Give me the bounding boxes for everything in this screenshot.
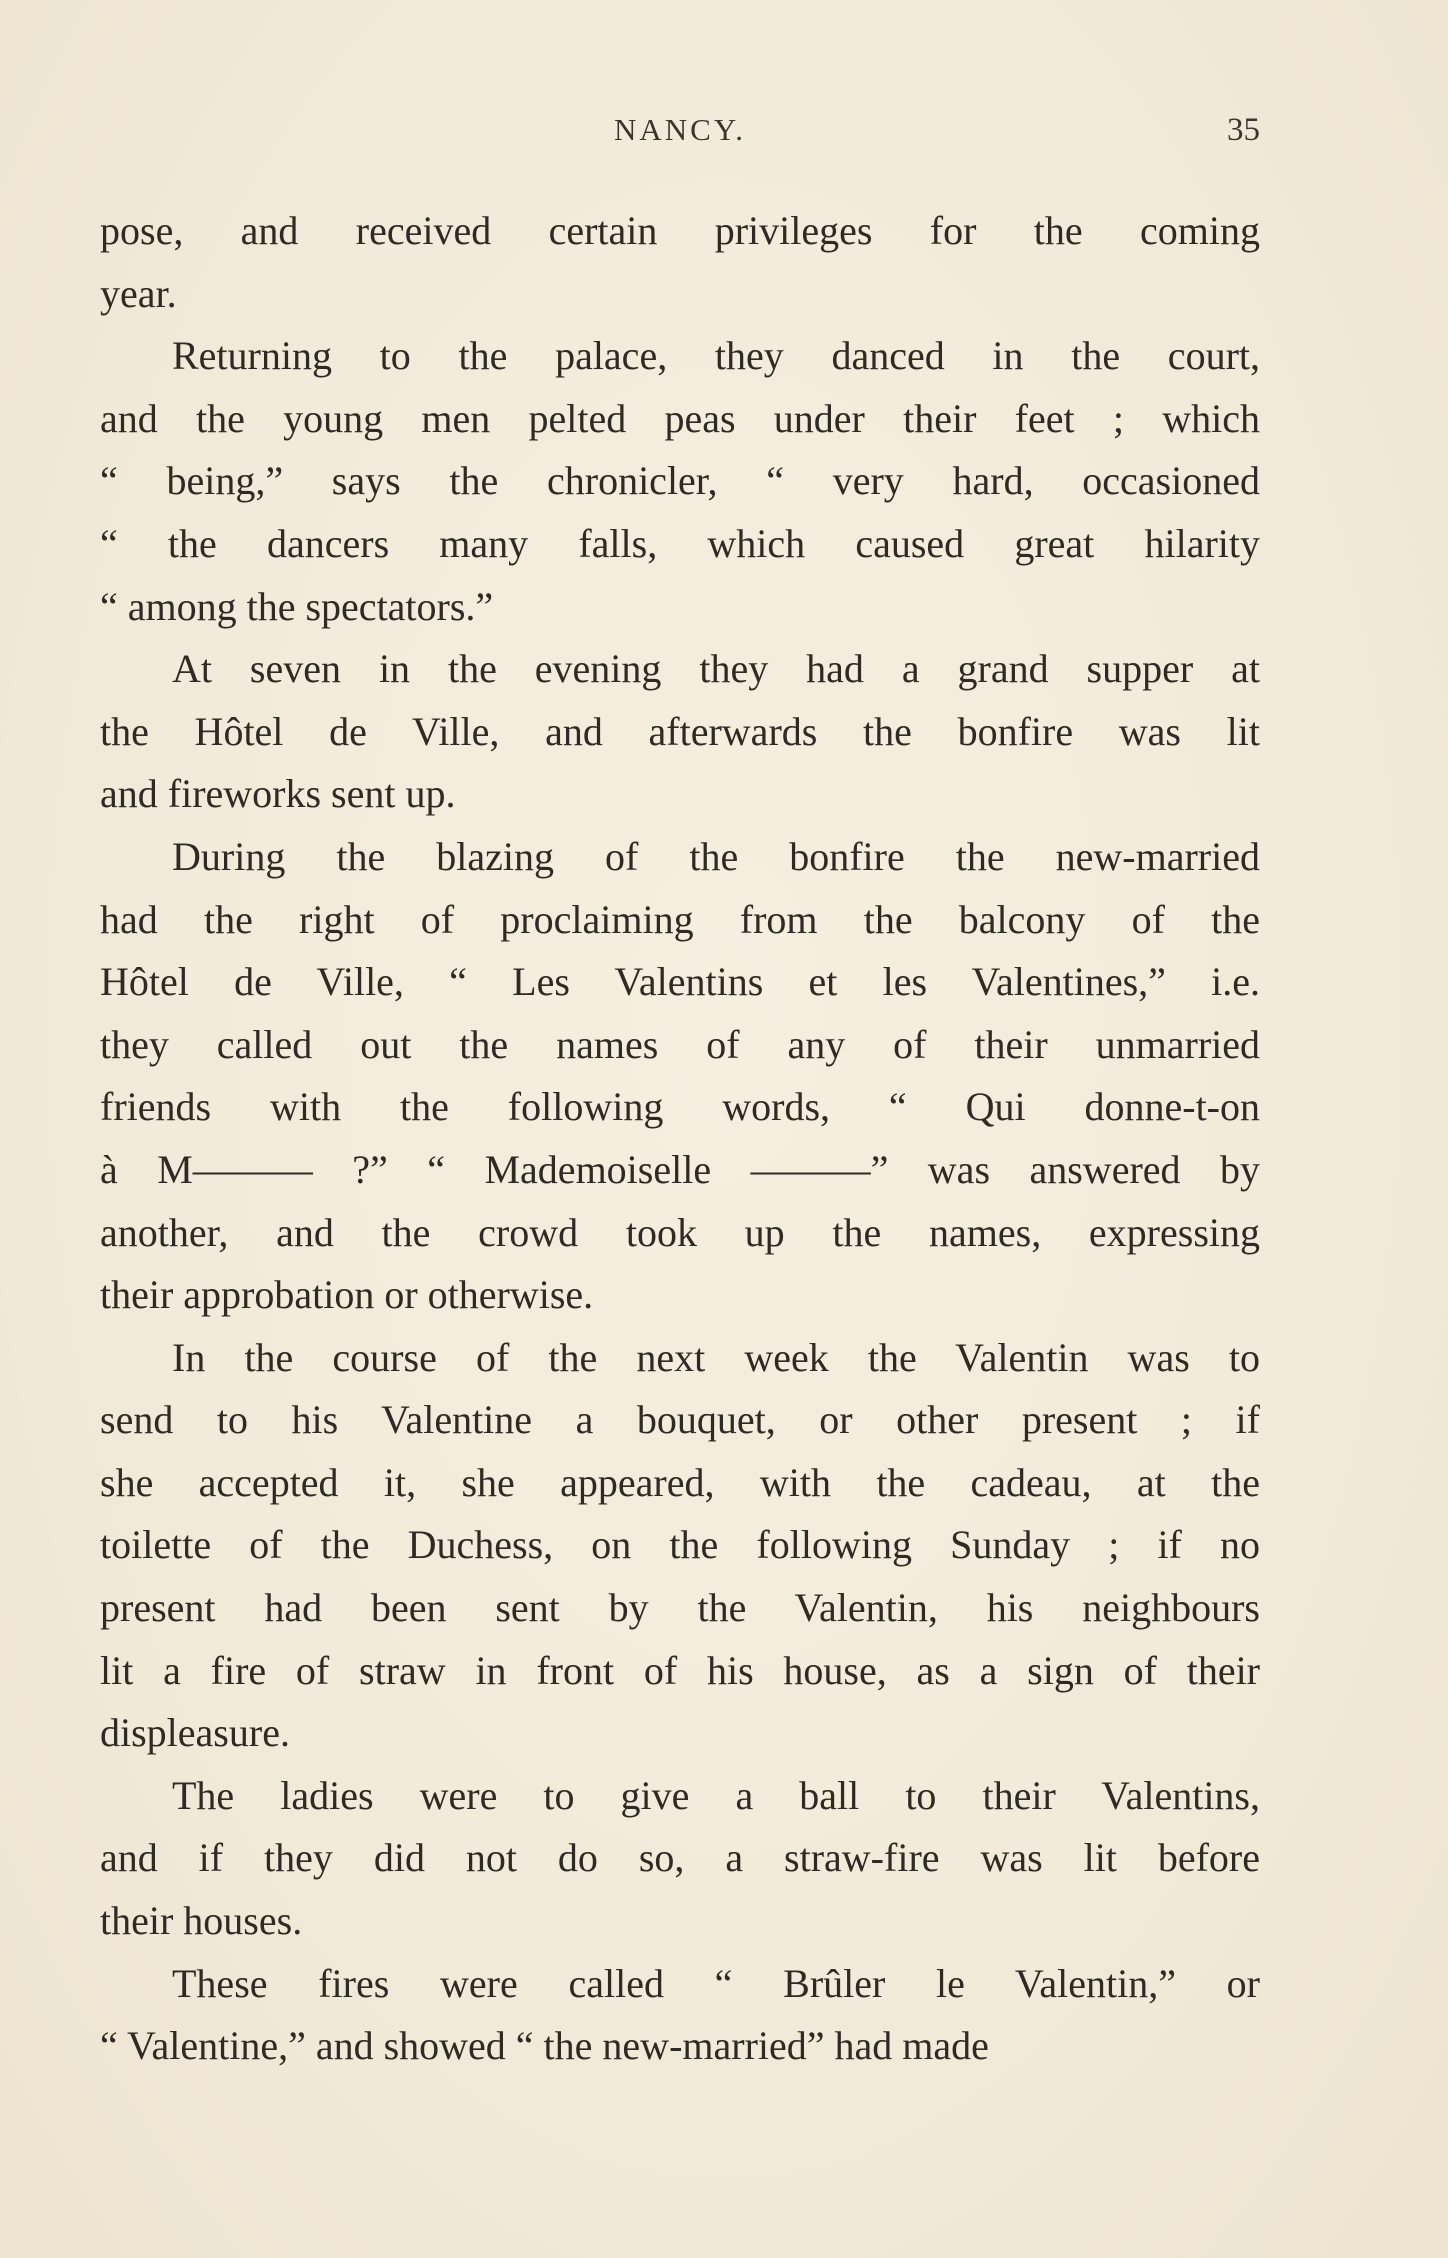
text-line: their houses.	[100, 1898, 303, 1944]
text-line: had the right of proclaiming from the balcony of the	[100, 896, 1260, 942]
paragraph	[100, 1953, 1260, 2078]
text-line: year.	[100, 270, 177, 316]
text-line: These fires were called “ Brûler le Valentin,” or	[172, 1960, 1260, 2006]
running-title: NANCY.	[614, 112, 746, 147]
running-head	[100, 112, 1260, 162]
text-line: “ the dancers many falls, which caused great hilarity	[100, 520, 1260, 566]
paragraph	[100, 1765, 1260, 1953]
text-line: their approbation or otherwise.	[100, 1272, 594, 1318]
text-line: The ladies were to give a ball to their Valentins,	[172, 1772, 1260, 1818]
text-line: toilette of the Duchess, on the following Sunday ; if no	[100, 1522, 1260, 1568]
text-line: friends with the following words, “ Qui donne-t-on	[100, 1084, 1260, 1130]
text-line: present had been sent by the Valentin, his neighbours	[100, 1585, 1260, 1631]
paragraph	[100, 325, 1260, 638]
paragraph	[100, 638, 1260, 826]
body-text	[100, 200, 1260, 2078]
text-line: the Hôtel de Ville, and afterwards the bonfire was lit	[100, 708, 1260, 754]
paragraph	[100, 826, 1260, 1327]
text-line: During the blazing of the bonfire the new-married	[172, 833, 1260, 879]
text-line: lit a fire of straw in front of his house, as a sign of their	[100, 1647, 1260, 1693]
text-line: At seven in the evening they had a grand supper at	[172, 646, 1260, 692]
text-line: another, and the crowd took up the names, expressing	[100, 1209, 1260, 1255]
paragraph	[100, 200, 1260, 325]
text-line: and if they did not do so, a straw-fire was lit before	[100, 1835, 1260, 1881]
text-line: displeasure.	[100, 1710, 290, 1756]
text-line: and fireworks sent up.	[100, 771, 456, 817]
text-line: “ being,” says the chronicler, “ very hard, occasioned	[100, 458, 1260, 504]
text-line: “ Valentine,” and showed “ the new-married” had made	[100, 2023, 989, 2069]
text-line: pose, and received certain privileges for the coming	[100, 208, 1260, 253]
text-line: they called out the names of any of their unmarried	[100, 1021, 1260, 1067]
text-line: à M——— ?” “ Mademoiselle ———” was answered by	[100, 1146, 1260, 1192]
text-line: and the young men pelted peas under their feet ; which	[100, 395, 1260, 441]
paragraph	[100, 1327, 1260, 1765]
text-line: she accepted it, she appeared, with the cadeau, at the	[100, 1459, 1260, 1505]
page-number: 35	[1227, 112, 1260, 148]
text-line: Returning to the palace, they danced in the court,	[172, 333, 1260, 379]
text-line: In the course of the next week the Valentin was to	[172, 1334, 1260, 1380]
text-line: send to his Valentine a bouquet, or other present ; if	[100, 1397, 1260, 1443]
text-line: Hôtel de Ville, “ Les Valentins et les Valentines,” i.e.	[100, 959, 1260, 1005]
text-line: “ among the spectators.”	[100, 583, 494, 629]
